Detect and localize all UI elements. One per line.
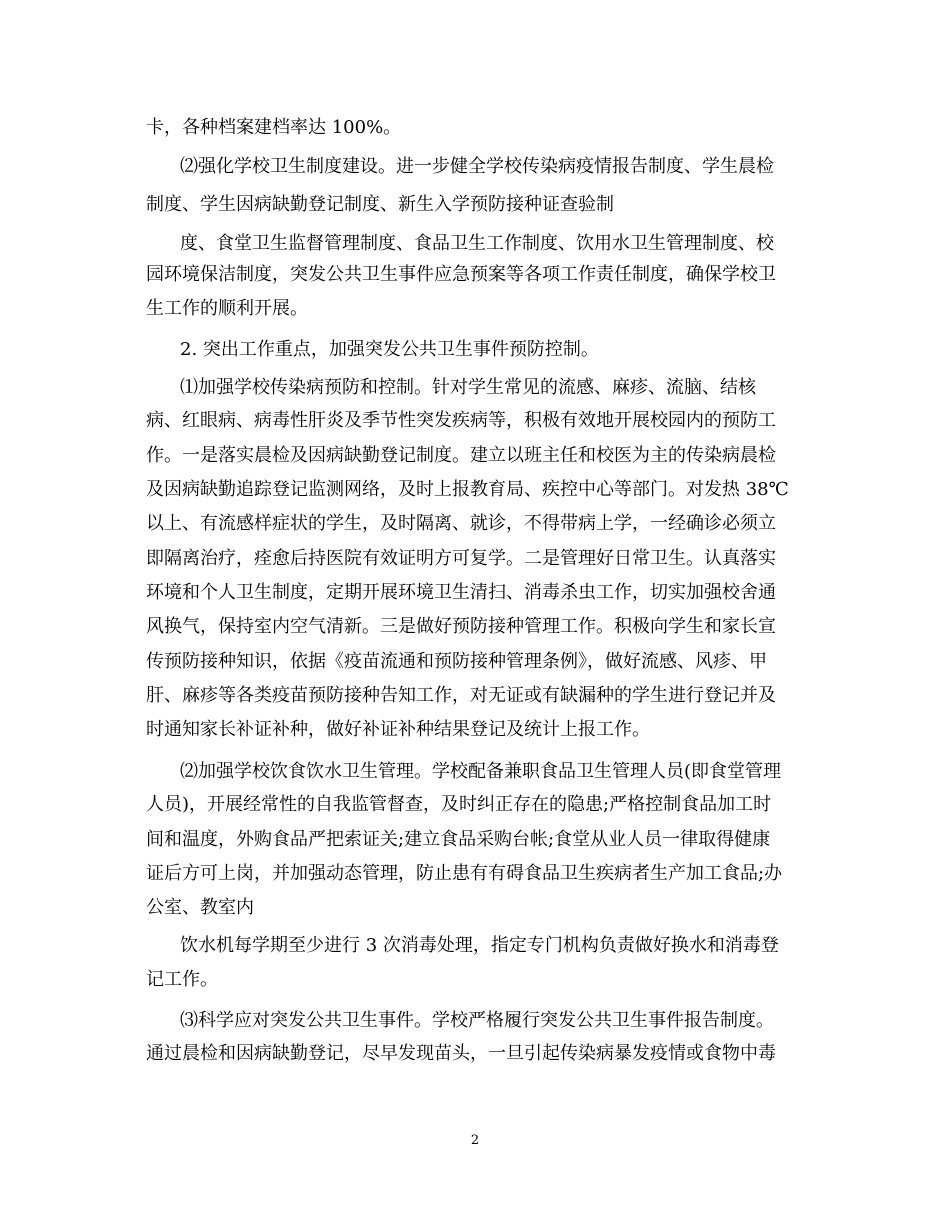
- text-line: ⑵强化学校卫生制度建设。进一步健全学校传染病疫情报告制度、学生晨检: [180, 156, 774, 177]
- text-line: 2. 突出工作重点，加强突发公共卫生事件预防控制。: [180, 339, 599, 360]
- text-line: 间和温度，外购食品严把索证关;建立食品采购台帐;食堂从业人员一律取得健康: [146, 829, 771, 850]
- text-line: 人员)，开展经常性的自我监管督查，及时纠正存在的隐患;严格控制食品加工时: [146, 794, 772, 815]
- text-line: 通过晨检和因病缺勤登记，尽早发现苗头，一旦引起传染病暴发疫情或食物中毒: [146, 1043, 776, 1064]
- text-line: 卡，各种档案建档率达 100%。: [146, 117, 402, 138]
- text-line: 风换气，保持室内空气清新。三是做好预防接种管理工作。积极向学生和家长宣: [146, 616, 776, 637]
- text-line: 制度、学生因病缺勤登记制度、新生入学预防接种证查验制: [146, 194, 614, 215]
- text-line: 园环境保洁制度，突发公共卫生事件应急预案等各项工作责任制度，确保学校卫: [146, 264, 776, 285]
- text-line: 肝、麻疹等各类疫苗预防接种告知工作，对无证或有缺漏种的学生进行登记并及: [146, 685, 776, 706]
- text-line: 记工作。: [146, 969, 218, 990]
- text-line: 时通知家长补证补种，做好补证补种结果登记及统计上报工作。: [146, 719, 650, 740]
- text-line: 环境和个人卫生制度，定期开展环境卫生清扫、消毒杀虫工作，切实加强校舍通: [146, 582, 776, 603]
- text-line: 及因病缺勤追踪登记监测网络，及时上报教育局、疾控中心等部门。对发热 38℃: [146, 479, 789, 500]
- page-number: 2: [470, 1133, 480, 1148]
- text-line: 作。一是落实晨检及因病缺勤登记制度。建立以班主任和校医为主的传染病晨检: [146, 445, 776, 466]
- text-line: 度、食堂卫生监督管理制度、食品卫生工作制度、饮用水卫生管理制度、校: [180, 233, 774, 254]
- text-line: 传预防接种知识，依据《疫苗流通和预防接种管理条例》，做好流感、风疹、甲: [146, 651, 767, 672]
- text-line: 病、红眼病、病毒性肝炎及季节性突发疾病等，积极有效地开展校园内的预防工: [146, 410, 776, 431]
- text-line: 生工作的顺利开展。: [146, 298, 308, 319]
- text-line: ⑵加强学校饮食饮水卫生管理。学校配备兼职食品卫生管理人员(即食堂管理: [180, 761, 782, 782]
- text-line: 以上、有流感样症状的学生，及时隔离、就诊，不得带病上学，一经确诊必须立: [146, 513, 776, 534]
- text-line: 公室、教室内: [146, 897, 254, 918]
- text-line: 证后方可上岗，并加强动态管理，防止患有有碍食品卫生疾病者生产加工食品;办: [146, 863, 783, 884]
- text-line: ⑴加强学校传染病预防和控制。针对学生常见的流感、麻疹、流脑、结核: [180, 377, 756, 398]
- text-line: 即隔离治疗，痊愈后持医院有效证明方可复学。二是管理好日常卫生。认真落实: [146, 548, 776, 569]
- text-line: ⑶科学应对突发公共卫生事件。学校严格履行突发公共卫生事件报告制度。: [180, 1010, 774, 1031]
- text-line: 饮水机每学期至少进行 3 次消毒处理，指定专门机构负责做好换水和消毒登: [180, 935, 779, 956]
